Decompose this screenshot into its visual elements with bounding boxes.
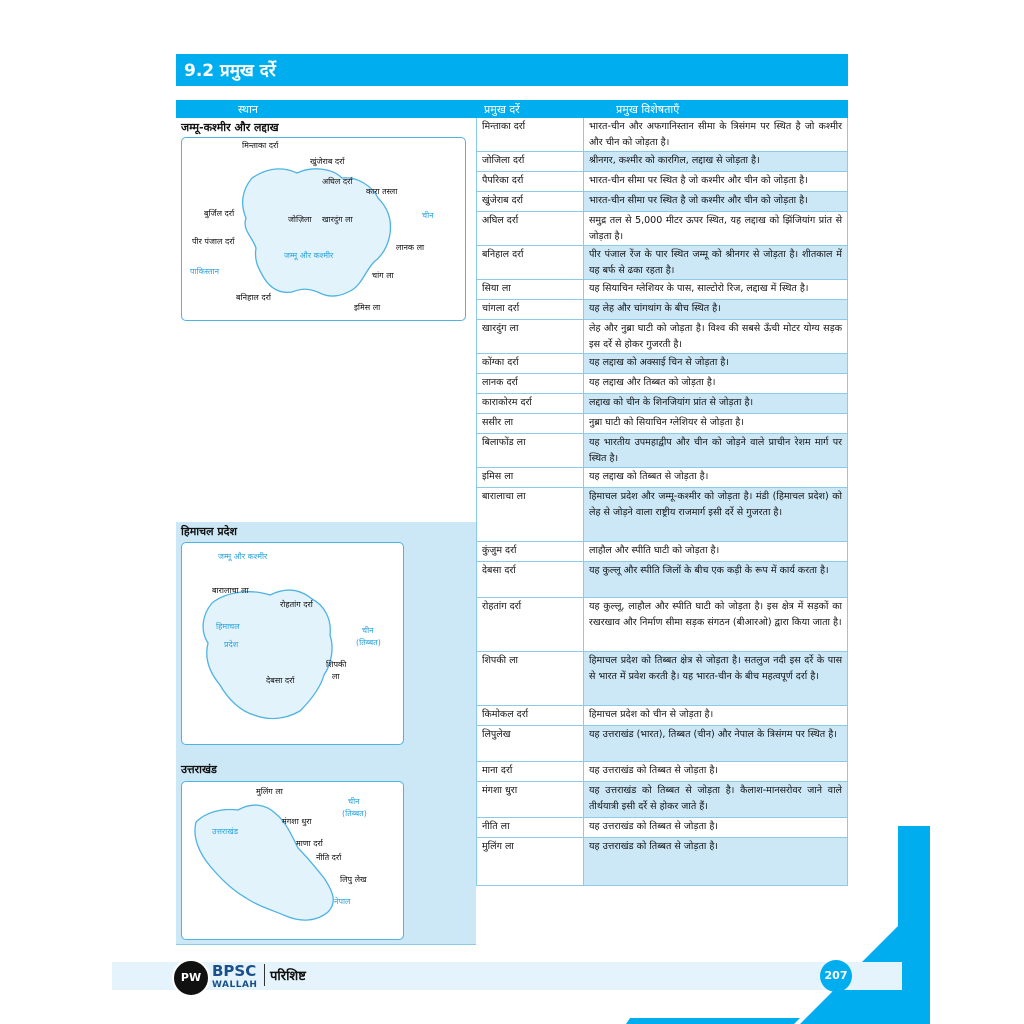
- map-label-mangsha: मंगशा धुरा: [282, 817, 312, 826]
- hp-outline: [203, 590, 332, 718]
- pass-name: चांगला दर्रा: [476, 300, 584, 319]
- pass-description: यह लद्दाख और तिब्बत को जोड़ता है।: [584, 374, 848, 393]
- map-label-mana: माणा दर्रा: [296, 839, 323, 848]
- pass-name: मिन्ताका दर्रा: [476, 118, 584, 151]
- table-row: [476, 488, 848, 542]
- table-row: [476, 652, 848, 706]
- map-himachal: [181, 542, 404, 745]
- table-row: [476, 434, 848, 468]
- brand-name-line2: WALLAH: [212, 980, 258, 990]
- pass-name: खुंजेराब दर्रा: [476, 192, 584, 211]
- table-row: [476, 414, 848, 434]
- map-label-debsa: देबसा दर्रा: [266, 676, 295, 685]
- region-jk-ladakh: [176, 118, 476, 523]
- footer-section: परिशिष्ट: [270, 969, 306, 984]
- pass-name: लानक दर्रा: [476, 374, 584, 393]
- passes-table: [176, 100, 848, 944]
- map-label-jk: जम्मू और कश्मीर: [284, 251, 334, 260]
- map-label-burzil: बुर्जिल दर्रा: [204, 209, 235, 218]
- map-label-baralacha: बारालाचा ला: [212, 586, 249, 595]
- map-jk-ladakh: [181, 137, 466, 321]
- pass-name: कोंग्का दर्रा: [476, 354, 584, 373]
- map-label-zojila: जोज़िला: [288, 215, 312, 224]
- region-uttarakhand: [176, 760, 476, 945]
- pass-name: जोजिला दर्रा: [476, 152, 584, 171]
- pass-description: यह उत्तराखंड को तिब्बत से जोड़ता है।: [584, 838, 848, 885]
- table-row: [476, 726, 848, 762]
- region-himachal: [176, 522, 476, 761]
- pw-logo: PW: [172, 959, 210, 997]
- table-row: [476, 246, 848, 280]
- pass-name: बिलाफोंड ला: [476, 434, 584, 467]
- region-name: हिमाचल प्रदेश: [181, 525, 237, 538]
- pass-description: भारत-चीन सीमा पर स्थित है जो कश्मीर और चीन को जोड़ता है।: [584, 172, 848, 191]
- pass-description: समुद्र तल से 5,000 मीटर ऊपर स्थित, यह लद्दाख को झिंजियांग प्रांत से जोड़ता है।: [584, 212, 848, 245]
- map-label-pirpanjal: पीर पंजाल दर्रा: [192, 237, 235, 246]
- table-row: [476, 320, 848, 354]
- pass-description: यह उत्तराखंड (भारत), तिब्बत (चीन) और नेपाल के त्रिसंगम पर स्थित है।: [584, 726, 848, 761]
- pass-name: बनिहाल दर्रा: [476, 246, 584, 279]
- pass-description: यह लेह और चांगथांग के बीच स्थित है।: [584, 300, 848, 319]
- pass-name: देबसा दर्रा: [476, 562, 584, 597]
- map-jk-ladakh-drawing: [182, 138, 465, 320]
- table-row: [476, 394, 848, 414]
- pass-description: यह सियाचिन ग्लेशियर के पास, साल्टोरो रिज, लद्दाख में स्थित है।: [584, 280, 848, 299]
- pass-name: शिपकी ला: [476, 652, 584, 705]
- pass-description: नुब्रा घाटी को सियाचिन ग्लेशियर से जोड़ता है।: [584, 414, 848, 433]
- pass-description: पीर पंजाल रेंज के पार स्थित जम्मू को श्रीनगर से जोड़ता है। शीतकाल में यह बर्फ से ढका रहता है।: [584, 246, 848, 279]
- table-row: [476, 212, 848, 246]
- table-row: [476, 542, 848, 562]
- pass-description: भारत-चीन और अफगानिस्तान सीमा के त्रिसंगम पर स्थित है जो कश्मीर और चीन को जोड़ता है।: [584, 118, 848, 151]
- table-row: [476, 818, 848, 838]
- pass-description: हिमाचल प्रदेश को तिब्बत क्षेत्र से जोड़ता है। सतलुज नदी इस दर्रे के पास से भारत में प्रवेश करती है। यह भारत-चीन के बीच महत्वपूर्ण दर्रा है।: [584, 652, 848, 705]
- header-place: स्थान: [238, 103, 259, 116]
- pass-name: कुंजुम दर्रा: [476, 542, 584, 561]
- map-label-hp1: हिमाचल: [216, 622, 240, 631]
- pass-name: काराकोरम दर्रा: [476, 394, 584, 413]
- table-row: [476, 762, 848, 782]
- table-header: [176, 100, 848, 118]
- table-row: [476, 118, 848, 152]
- map-label-shipki1: शिपकी: [326, 660, 347, 669]
- map-label-china1: चीन: [348, 797, 360, 806]
- table-row: [476, 280, 848, 300]
- map-label-changla: चांग ला: [372, 271, 394, 280]
- pass-name: किमोकल दर्रा: [476, 706, 584, 725]
- pass-description: लद्दाख को चीन के शिनजियांग प्रांत से जोड़ता है।: [584, 394, 848, 413]
- pass-description: यह उत्तराखंड को तिब्बत से जोड़ता है। कैलाश-मानसरोवर जाने वाले तीर्थयात्री इसी दर्रे से होकर जाते हैं।: [584, 782, 848, 817]
- map-label-hp2: प्रदेश: [224, 640, 239, 649]
- pass-description: भारत-चीन सीमा पर स्थित है जो कश्मीर और चीन को जोड़ता है।: [584, 192, 848, 211]
- map-label-lanak: लानक ला: [396, 243, 425, 252]
- pass-description: यह भारतीय उपमहाद्वीप और चीन को जोड़ने वाले प्राचीन रेशम मार्ग पर स्थित है।: [584, 434, 848, 467]
- pass-name: मंगशा धुरा: [476, 782, 584, 817]
- table-row: [476, 172, 848, 192]
- table-row: [476, 782, 848, 818]
- map-label-rohtang: रोहतांग दर्रा: [280, 600, 313, 609]
- table-row: [476, 354, 848, 374]
- pass-name: मुलिंग ला: [476, 838, 584, 885]
- brand-name-line1: BPSC: [212, 962, 257, 980]
- pass-description: यह कुल्लू, लाहौल और स्पीति घाटी को जोड़ता है। इस क्षेत्र में सड़कों का रखरखाव और निर्माण सीमा सड़क संगठन (बीआरओ) द्वारा किया जाता है।: [584, 598, 848, 651]
- header-pass: प्रमुख दर्रे: [484, 103, 520, 116]
- pass-description: लाहौल और स्पीति घाटी को जोड़ता है।: [584, 542, 848, 561]
- table-row: [476, 562, 848, 598]
- pass-name: माना दर्रा: [476, 762, 584, 781]
- map-label-lipu: लिपु लेख: [340, 875, 367, 884]
- map-label-karakoram: कारा तस्ला: [366, 187, 398, 196]
- map-label-jk: जम्मू और कश्मीर: [218, 552, 268, 561]
- map-label-china: चीन: [422, 211, 434, 220]
- map-label-shipki2: ला: [332, 672, 340, 681]
- table-row: [476, 838, 848, 886]
- pass-name: ससीर ला: [476, 414, 584, 433]
- pass-name: अघिल दर्रा: [476, 212, 584, 245]
- pass-name: बारालाचा ला: [476, 488, 584, 541]
- uk-outline: [195, 805, 333, 920]
- table-row: [476, 468, 848, 488]
- region-name: उत्तराखंड: [181, 763, 217, 776]
- pass-description: यह उत्तराखंड को तिब्बत से जोड़ता है।: [584, 818, 848, 837]
- map-label-pakistan: पाकिस्तान: [190, 267, 220, 276]
- pass-description: हिमाचल प्रदेश को चीन से जोड़ता है।: [584, 706, 848, 725]
- map-uttarakhand-drawing: [182, 782, 403, 939]
- map-label-uk: उत्तराखंड: [212, 827, 239, 836]
- map-label-china2: (तिब्बत): [342, 809, 367, 818]
- map-label-aghil: अघिल दर्रा: [322, 177, 353, 186]
- table-row: [476, 300, 848, 320]
- map-label-khunjerab: खुंजेराब दर्रा: [310, 157, 345, 166]
- pass-description: यह लद्दाख को अक्साई चिन से जोड़ता है।: [584, 354, 848, 373]
- table-row: [476, 374, 848, 394]
- map-uttarakhand: [181, 781, 404, 940]
- page-number: 207: [820, 960, 852, 992]
- pass-description: यह लद्दाख को तिब्बत से जोड़ता है।: [584, 468, 848, 487]
- pass-description: हिमाचल प्रदेश और जम्मू-कश्मीर को जोड़ता है। मंडी (हिमाचल प्रदेश) को लेह से जोड़ने वाला राष्ट्रीय राजमार्ग इसी दर्रे से गुजरता है।: [584, 488, 848, 541]
- header-features: प्रमुख विशेषताएँ: [616, 103, 680, 116]
- pass-name: इमिस ला: [476, 468, 584, 487]
- section-title-bar: [176, 54, 848, 86]
- table-row: [476, 598, 848, 652]
- map-label-niti: नीति दर्रा: [316, 853, 342, 862]
- map-label-imis: इमिस ला: [354, 303, 381, 312]
- pass-name: नीति ला: [476, 818, 584, 837]
- map-label-nepal: नेपाल: [334, 897, 351, 906]
- table-row: [476, 706, 848, 726]
- pass-name: सिया ला: [476, 280, 584, 299]
- section-title: 9.2 प्रमुख दर्रे: [184, 61, 276, 81]
- map-label-china1: चीन: [362, 626, 374, 635]
- map-label-mulingla: मुलिंग ला: [256, 787, 283, 796]
- pass-description: श्रीनगर, कश्मीर को कारगिल, लद्दाख से जोड़ता है।: [584, 152, 848, 171]
- pass-description: यह उत्तराखंड को तिब्बत से जोड़ता है।: [584, 762, 848, 781]
- pass-description: यह कुल्लू और स्पीति जिलों के बीच एक कड़ी के रूप में कार्य करता है।: [584, 562, 848, 597]
- map-label-mintaka: मिन्ताका दर्रा: [242, 141, 279, 150]
- map-label-china2: (तिब्बत): [356, 638, 381, 647]
- pass-name: पैपरिका दर्रा: [476, 172, 584, 191]
- map-label-banihal: बनिहाल दर्रा: [236, 293, 271, 302]
- pass-name: रोहतांग दर्रा: [476, 598, 584, 651]
- map-himachal-drawing: [182, 543, 403, 744]
- pass-name: लिपुलेख: [476, 726, 584, 761]
- table-row: [476, 192, 848, 212]
- footer-separator: [264, 964, 265, 986]
- pass-name: खारदुंग ला: [476, 320, 584, 353]
- table-row: [476, 152, 848, 172]
- pass-description: लेह और नुब्रा घाटी को जोड़ता है। विश्व की सबसे ऊँची मोटर योग्य सड़क इस दर्रे से होकर गुजरती है।: [584, 320, 848, 353]
- region-name: जम्मू-कश्मीर और लद्दाख: [181, 121, 279, 134]
- map-label-khardung: खारदुंग ला: [322, 215, 353, 224]
